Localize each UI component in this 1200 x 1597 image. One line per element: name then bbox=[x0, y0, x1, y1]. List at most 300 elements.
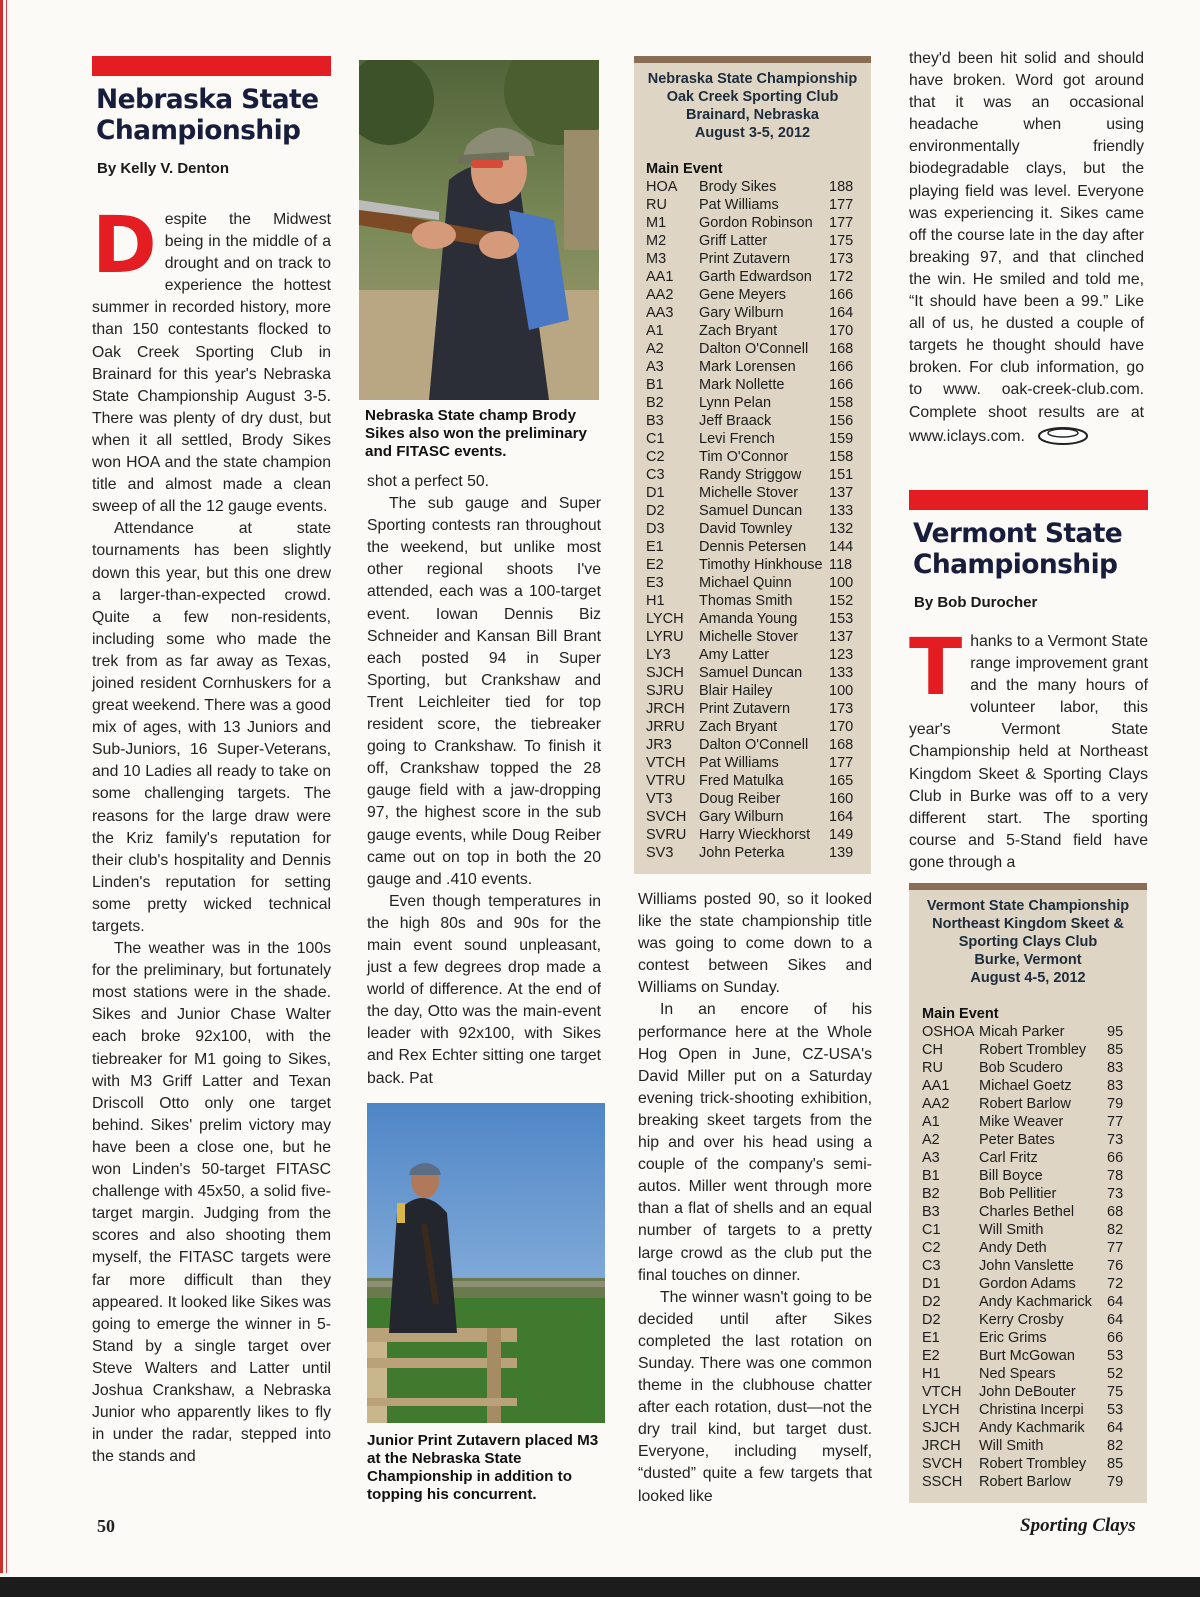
result-score: 82 bbox=[1107, 1222, 1124, 1238]
clay-target-end-icon bbox=[1037, 424, 1089, 446]
result-shooter: Amy Latter bbox=[699, 647, 770, 663]
result-row bbox=[922, 1131, 1137, 1149]
result-score: 66 bbox=[1107, 1330, 1124, 1346]
result-score: 151 bbox=[829, 467, 854, 483]
vermont-byline: By Bob Durocher bbox=[914, 594, 1038, 611]
result-score: 170 bbox=[829, 323, 854, 339]
result-row bbox=[922, 1473, 1137, 1491]
result-score: 83 bbox=[1107, 1060, 1124, 1076]
result-class: C2 bbox=[646, 449, 665, 465]
result-shooter: Zach Bryant bbox=[699, 719, 778, 735]
article-paragraph: shot a perfect 50. bbox=[367, 473, 490, 490]
result-row bbox=[646, 790, 859, 808]
result-shooter: Pat Williams bbox=[699, 755, 779, 771]
result-row bbox=[646, 286, 859, 304]
result-shooter: John Peterka bbox=[699, 845, 785, 861]
result-score: 66 bbox=[1107, 1150, 1124, 1166]
result-class: D3 bbox=[646, 521, 665, 537]
result-shooter: Thomas Smith bbox=[699, 593, 793, 609]
skeet-stand-photo-illustration bbox=[367, 1103, 605, 1423]
result-shooter: Andy Kachmarik bbox=[979, 1420, 1085, 1436]
result-score: 72 bbox=[1107, 1276, 1124, 1292]
photo1-caption: Nebraska State champ Brody Sikes also won the preliminary and FITASC events. bbox=[365, 407, 587, 460]
result-row bbox=[646, 682, 859, 700]
result-score: 100 bbox=[829, 575, 854, 591]
result-class: SVRU bbox=[646, 827, 687, 843]
result-row bbox=[646, 826, 859, 844]
result-shooter: Andy Kachmarick bbox=[979, 1294, 1092, 1310]
result-shooter: Timothy Hinkhouse bbox=[699, 557, 823, 573]
result-class: E1 bbox=[646, 539, 664, 555]
result-shooter: Carl Fritz bbox=[979, 1150, 1038, 1166]
result-class: AA2 bbox=[922, 1096, 950, 1112]
result-class: AA3 bbox=[646, 305, 674, 321]
result-class: A3 bbox=[646, 359, 664, 375]
result-score: 149 bbox=[829, 827, 854, 843]
result-row bbox=[922, 1383, 1137, 1401]
result-class: SJCH bbox=[922, 1420, 960, 1436]
result-class: B3 bbox=[922, 1204, 940, 1220]
result-row bbox=[646, 322, 859, 340]
result-shooter: Michelle Stover bbox=[699, 629, 799, 645]
vermont-paragraph: Thanks to a Vermont State range improvement grant and the many hours of volunteer labor, this year's Vermont State Championship held at Northeast Kingdom Skeet & Sporting Clays Club in Burke was off to a very different start. The sporting course and 5-Stand field have gone through a bbox=[909, 623, 1148, 871]
result-row bbox=[646, 376, 859, 394]
results-table bbox=[922, 1023, 1137, 1491]
result-row bbox=[922, 1419, 1137, 1437]
photo2-caption: Junior Print Zutavern placed M3 at the Nebraska State Championship in addition to topping his concurrent. bbox=[367, 1432, 599, 1503]
drop-cap: D bbox=[92, 201, 157, 291]
result-shooter: Gordon Adams bbox=[979, 1276, 1076, 1292]
result-row bbox=[646, 214, 859, 232]
result-score: 79 bbox=[1107, 1096, 1124, 1112]
result-shooter: Gordon Robinson bbox=[699, 215, 813, 231]
result-row bbox=[646, 304, 859, 322]
result-shooter: Charles Bethel bbox=[979, 1204, 1075, 1220]
nebraska-column-3 bbox=[638, 889, 872, 1508]
result-score: 132 bbox=[829, 521, 854, 537]
result-row bbox=[922, 1293, 1137, 1311]
result-class: A1 bbox=[922, 1114, 940, 1130]
result-row bbox=[922, 1095, 1137, 1113]
result-score: 100 bbox=[829, 683, 854, 699]
article-paragraph: they'd been hit solid and should have broken. Word got around that it was an occasional headache when using environmentally friendly biodegradable clays, but the playing field was level. Everyone was experiencing it. Sikes came off the course late in the day after breaking 97, and that clinched the win. He smiled and told me, “It should have been a 99.” Like all of us, he dusted a couple of targets he thought should have broken. For club information, go to www. oak-creek-club.com. Complete shoot results are at www.iclays.com. bbox=[909, 50, 1144, 445]
result-row bbox=[922, 1239, 1137, 1257]
nebraska-paragraph: Attendance at state tournaments has been slightly down this year, but this one drew a larger-than-expected crowd. Quite a few non-residents, including some who made the trek from as far away as Texas, joined resident Cornhuskers for a great weekend. There was a good mix of ages, with 13 Juniors and Sub-Juniors, 16 Super-Veterans, and 10 Ladies all ready to take on some challenging targets. The reasons for the large draw were the Kriz family's reputation for their club's hospitality and Dennis Linden's reputation for setting some pretty wicked technical targets. bbox=[92, 520, 331, 935]
result-shooter: Bob Pellitier bbox=[979, 1186, 1057, 1202]
result-row bbox=[922, 1185, 1137, 1203]
result-score: 79 bbox=[1107, 1474, 1124, 1490]
result-score: 173 bbox=[829, 251, 854, 267]
result-shooter: Lynn Pelan bbox=[699, 395, 772, 411]
result-score: 166 bbox=[829, 377, 854, 393]
result-score: 156 bbox=[829, 413, 854, 429]
result-score: 166 bbox=[829, 287, 854, 303]
result-row bbox=[922, 1149, 1137, 1167]
result-class: JRCH bbox=[646, 701, 685, 717]
result-class: SVCH bbox=[646, 809, 687, 825]
result-score: 64 bbox=[1107, 1420, 1124, 1436]
results-table bbox=[646, 178, 859, 862]
result-class: VTRU bbox=[646, 773, 686, 789]
result-score: 64 bbox=[1107, 1294, 1124, 1310]
result-row bbox=[922, 1329, 1137, 1347]
result-class: A1 bbox=[646, 323, 664, 339]
result-shooter: Will Smith bbox=[979, 1222, 1044, 1238]
result-class: A2 bbox=[922, 1132, 940, 1148]
result-class: C3 bbox=[646, 467, 665, 483]
result-shooter: Garth Edwardson bbox=[699, 269, 812, 285]
result-class: LY3 bbox=[646, 647, 671, 663]
result-class: C3 bbox=[922, 1258, 941, 1274]
result-class: JR3 bbox=[646, 737, 672, 753]
results-heading: Main Event bbox=[922, 1006, 999, 1022]
result-shooter: John Vanslette bbox=[979, 1258, 1074, 1274]
result-row bbox=[922, 1113, 1137, 1131]
result-score: 73 bbox=[1107, 1186, 1124, 1202]
result-class: JRRU bbox=[646, 719, 685, 735]
result-class: SJRU bbox=[646, 683, 684, 699]
result-class: LYRU bbox=[646, 629, 684, 645]
result-shooter: Brody Sikes bbox=[699, 179, 777, 195]
nebraska-article bbox=[92, 56, 331, 1468]
result-score: 144 bbox=[829, 539, 854, 555]
result-shooter: Michael Goetz bbox=[979, 1078, 1072, 1094]
result-shooter: Michael Quinn bbox=[699, 575, 792, 591]
result-shooter: Will Smith bbox=[979, 1438, 1044, 1454]
result-shooter: Robert Trombley bbox=[979, 1042, 1087, 1058]
result-score: 168 bbox=[829, 341, 854, 357]
result-shooter: Dalton O'Connell bbox=[699, 737, 809, 753]
result-shooter: Burt McGowan bbox=[979, 1348, 1075, 1364]
result-score: 177 bbox=[829, 215, 854, 231]
box-top-band bbox=[634, 56, 871, 63]
result-score: 85 bbox=[1107, 1042, 1124, 1058]
result-row bbox=[922, 1365, 1137, 1383]
result-score: 77 bbox=[1107, 1114, 1124, 1130]
result-score: 177 bbox=[829, 755, 854, 771]
result-row bbox=[646, 700, 859, 718]
article-paragraph: In an encore of his performance here at the Whole Hog Open in June, CZ-USA's David Miller put on a Saturday evening trick-shooting exhibition, breaking skeet targets from the hip and over his head using a couple of the company's semi-autos. Miller went through more than a flat of shells and an equal number of targets to a pretty large crowd as the club put the final touches on dinner. bbox=[638, 1001, 872, 1284]
article-paragraph: Williams posted 90, so it looked like the state championship title was going to come down to a contest between Sikes and Williams on Sunday. bbox=[638, 891, 872, 997]
result-score: 164 bbox=[829, 305, 854, 321]
result-shooter: Print Zutavern bbox=[699, 251, 791, 267]
result-row bbox=[646, 394, 859, 412]
result-shooter: Robert Trombley bbox=[979, 1456, 1087, 1472]
result-shooter: Kerry Crosby bbox=[979, 1312, 1064, 1328]
result-class: CH bbox=[922, 1042, 943, 1058]
result-class: SVCH bbox=[922, 1456, 963, 1472]
result-shooter: Print Zutavern bbox=[699, 701, 791, 717]
result-score: 118 bbox=[829, 557, 853, 573]
magazine-name: Sporting Clays bbox=[1020, 1515, 1136, 1536]
nebraska-paragraph: The weather was in the 100s for the preliminary, but fortunately most stations were in the shade. Sikes and Junior Chase Walter each broke 92x100, with the tiebreaker for M1 going to Sikes, with M3 Griff Latter and Texan Driscoll Otto only one target behind. Sikes' prelim victory may have been a close one, but he won Linden's 50-target FITASC challenge with 45x50, a solid five-target margin. Judging from the scores and also shooting them myself, the FITASC targets were far more difficult than they appeared. It looked like Sikes was going to emerge the winner in 5-Stand by a single target over Steve Walters and Latter until Joshua Crankshaw, a Nebraska Junior who apparently likes to fly in under the radar, stepped into the stands and bbox=[92, 940, 331, 1466]
result-class: AA2 bbox=[646, 287, 674, 303]
result-score: 137 bbox=[829, 485, 854, 501]
result-class: E1 bbox=[922, 1330, 940, 1346]
result-score: 188 bbox=[829, 179, 854, 195]
result-class: SV3 bbox=[646, 845, 674, 861]
result-class: RU bbox=[922, 1060, 943, 1076]
result-class: B2 bbox=[646, 395, 664, 411]
result-score: 95 bbox=[1107, 1024, 1124, 1040]
result-row bbox=[922, 1221, 1137, 1239]
bottom-strip bbox=[0, 1573, 1200, 1597]
result-score: 152 bbox=[829, 593, 854, 609]
article-paragraph: The winner wasn't going to be decided until after Sikes completed the last rotation on Sunday. There was one common theme in the clubhouse chatter after each rotation, dust—not the dry trail kind, but target dust. Everyone, including myself, “dusted” quite a few targets that looked like bbox=[638, 1288, 872, 1505]
drop-cap: T bbox=[909, 623, 963, 713]
result-row bbox=[646, 178, 859, 196]
results-title: Vermont State Championship Northeast Kingdom Skeet & Sporting Clays Club Burke, Vermont August 4-5, 2012 bbox=[926, 898, 1130, 986]
result-shooter: Peter Bates bbox=[979, 1132, 1055, 1148]
result-class: VT3 bbox=[646, 791, 673, 807]
article-paragraph: The sub gauge and Super Sporting contests ran throughout the weekend, but unlike most other regional shoots I've attended, each was a 100-target event. Iowan Dennis Biz Schneider and Kansan Bill Brant each posted 94 in Super Sporting, but Crankshaw and Trent Leichleiter tied for top resident score, the tiebreaker going to Crankshaw. To finish it off, Crankshaw topped the 28 gauge field with a jaw-dropping 97, the highest score in the sub gauge events, while Doug Reiber came out on top in both the 20 gauge and .410 events. bbox=[367, 495, 601, 888]
result-class: JRCH bbox=[922, 1438, 961, 1454]
result-score: 76 bbox=[1107, 1258, 1124, 1274]
section-red-bar bbox=[909, 490, 1148, 510]
nebraska-headline: Nebraska State Championship bbox=[96, 84, 319, 146]
result-row bbox=[922, 1041, 1137, 1059]
result-shooter: Tim O'Connor bbox=[699, 449, 789, 465]
result-row bbox=[922, 1275, 1137, 1293]
result-class: A3 bbox=[922, 1150, 940, 1166]
result-row bbox=[646, 646, 859, 664]
result-class: VTCH bbox=[646, 755, 686, 771]
result-class: B3 bbox=[646, 413, 664, 429]
result-row bbox=[646, 538, 859, 556]
result-score: 139 bbox=[829, 845, 854, 861]
result-shooter: Blair Hailey bbox=[699, 683, 773, 699]
result-row bbox=[646, 196, 859, 214]
result-class: LYCH bbox=[646, 611, 684, 627]
nebraska-column-4 bbox=[909, 48, 1144, 448]
result-class: AA1 bbox=[646, 269, 674, 285]
result-row bbox=[646, 736, 859, 754]
result-row bbox=[922, 1059, 1137, 1077]
result-score: 159 bbox=[829, 431, 854, 447]
result-class: E2 bbox=[922, 1348, 940, 1364]
result-row bbox=[646, 340, 859, 358]
photo-print-zutavern bbox=[367, 1103, 605, 1423]
result-score: 165 bbox=[829, 773, 854, 789]
result-score: 166 bbox=[829, 359, 854, 375]
result-row bbox=[922, 1437, 1137, 1455]
result-row bbox=[646, 556, 859, 574]
result-class: D2 bbox=[922, 1312, 941, 1328]
box-top-band bbox=[909, 883, 1147, 890]
article-paragraph: Even though temperatures in the high 80s and 90s for the main event sound unpleasant, just a few degrees drop made a world of difference. At the end of the day, Otto was the main-event leader with 92x100, with Sikes and Rex Echter sitting one target back. Pat bbox=[367, 892, 601, 1087]
result-score: 78 bbox=[1107, 1168, 1124, 1184]
result-class: OSHOA bbox=[922, 1024, 975, 1040]
result-row bbox=[646, 754, 859, 772]
result-class: M2 bbox=[646, 233, 667, 249]
result-class: M3 bbox=[646, 251, 667, 267]
vermont-headline: Vermont State Championship bbox=[913, 518, 1123, 580]
result-class: H1 bbox=[922, 1366, 941, 1382]
results-heading: Main Event bbox=[646, 161, 723, 177]
result-row bbox=[646, 358, 859, 376]
result-score: 153 bbox=[829, 611, 854, 627]
result-shooter: Zach Bryant bbox=[699, 323, 778, 339]
result-row bbox=[646, 772, 859, 790]
result-score: 53 bbox=[1107, 1348, 1124, 1364]
result-row bbox=[646, 268, 859, 286]
result-score: 173 bbox=[829, 701, 854, 717]
result-shooter: Fred Matulka bbox=[699, 773, 784, 789]
result-shooter: Micah Parker bbox=[979, 1024, 1065, 1040]
result-row bbox=[646, 232, 859, 250]
result-row bbox=[646, 718, 859, 736]
result-shooter: Dennis Petersen bbox=[699, 539, 807, 555]
result-shooter: Gary Wilburn bbox=[699, 305, 784, 321]
nebraska-byline: By Kelly V. Denton bbox=[97, 160, 229, 177]
results-title: Nebraska State Championship Oak Creek Sporting Club Brainard, Nebraska August 3-5, 2012 bbox=[647, 71, 858, 141]
result-score: 82 bbox=[1107, 1438, 1124, 1454]
result-score: 133 bbox=[829, 503, 854, 519]
result-class: SSCH bbox=[922, 1474, 963, 1490]
result-score: 68 bbox=[1107, 1204, 1124, 1220]
result-shooter: Mark Lorensen bbox=[699, 359, 796, 375]
result-class: HOA bbox=[646, 179, 678, 195]
result-shooter: Pat Williams bbox=[699, 197, 779, 213]
result-shooter: Bob Scudero bbox=[979, 1060, 1063, 1076]
result-score: 83 bbox=[1107, 1078, 1124, 1094]
result-row bbox=[646, 610, 859, 628]
result-shooter: Michelle Stover bbox=[699, 485, 799, 501]
result-class: C1 bbox=[646, 431, 665, 447]
result-shooter: Eric Grims bbox=[979, 1330, 1047, 1346]
nebraska-paragraph: Despite the Midwest being in the middle of a drought and on track to experience the hottest summer in recorded history, more than 150 contestants flocked to Oak Creek Sporting Club in Brainard for this year's Nebraska State Championship August 3-5. There was plenty of dry dust, but when it all settled, Brody Sikes won HOA and the state champion title and almost made a clean sweep of all the 12 gauge events. bbox=[92, 201, 331, 516]
result-class: D1 bbox=[922, 1276, 941, 1292]
result-shooter: Gary Wilburn bbox=[699, 809, 784, 825]
result-row bbox=[646, 574, 859, 592]
result-class: LYCH bbox=[922, 1402, 960, 1418]
result-score: 158 bbox=[829, 449, 854, 465]
result-row bbox=[922, 1167, 1137, 1185]
result-shooter: Levi French bbox=[699, 431, 775, 447]
result-row bbox=[646, 592, 859, 610]
result-row bbox=[646, 664, 859, 682]
result-class: D2 bbox=[922, 1294, 941, 1310]
result-score: 170 bbox=[829, 719, 854, 735]
result-class: D2 bbox=[646, 503, 665, 519]
result-class: B2 bbox=[922, 1186, 940, 1202]
result-row bbox=[922, 1203, 1137, 1221]
result-class: VTCH bbox=[922, 1384, 962, 1400]
result-row bbox=[646, 520, 859, 538]
result-shooter: Bill Boyce bbox=[979, 1168, 1043, 1184]
result-shooter: Mike Weaver bbox=[979, 1114, 1064, 1130]
result-class: A2 bbox=[646, 341, 664, 357]
nebraska-column-2 bbox=[367, 471, 601, 1090]
result-shooter: Mark Nollette bbox=[699, 377, 785, 393]
result-score: 172 bbox=[829, 269, 854, 285]
result-class: B1 bbox=[922, 1168, 940, 1184]
result-score: 53 bbox=[1107, 1402, 1124, 1418]
result-shooter: Robert Barlow bbox=[979, 1474, 1071, 1490]
result-class: M1 bbox=[646, 215, 667, 231]
result-row bbox=[922, 1257, 1137, 1275]
result-score: 73 bbox=[1107, 1132, 1124, 1148]
result-row bbox=[646, 628, 859, 646]
result-class: C1 bbox=[922, 1222, 941, 1238]
result-score: 52 bbox=[1107, 1366, 1124, 1382]
result-shooter: Griff Latter bbox=[699, 233, 768, 249]
result-shooter: Gene Meyers bbox=[699, 287, 787, 303]
result-class: C2 bbox=[922, 1240, 941, 1256]
result-score: 175 bbox=[829, 233, 854, 249]
page-number: 50 bbox=[97, 1516, 115, 1536]
result-score: 137 bbox=[829, 629, 854, 645]
result-row bbox=[646, 250, 859, 268]
result-shooter: Amanda Young bbox=[699, 611, 798, 627]
result-shooter: John DeBouter bbox=[979, 1384, 1076, 1400]
result-row bbox=[646, 412, 859, 430]
vermont-article bbox=[909, 490, 1148, 874]
result-class: AA1 bbox=[922, 1078, 950, 1094]
page-edge bbox=[0, 0, 22, 1597]
result-score: 85 bbox=[1107, 1456, 1124, 1472]
result-shooter: Samuel Duncan bbox=[699, 665, 803, 681]
result-shooter: Samuel Duncan bbox=[699, 503, 803, 519]
result-shooter: Jeff Braack bbox=[699, 413, 772, 429]
result-shooter: Robert Barlow bbox=[979, 1096, 1071, 1112]
result-shooter: Christina Incerpi bbox=[979, 1402, 1084, 1418]
result-row bbox=[646, 448, 859, 466]
result-row bbox=[646, 466, 859, 484]
result-score: 123 bbox=[829, 647, 854, 663]
result-class: B1 bbox=[646, 377, 664, 393]
photo-brody-sikes bbox=[359, 60, 599, 400]
result-class: RU bbox=[646, 197, 667, 213]
result-score: 160 bbox=[829, 791, 854, 807]
result-row bbox=[646, 808, 859, 826]
result-class: E2 bbox=[646, 557, 664, 573]
result-score: 77 bbox=[1107, 1240, 1124, 1256]
result-class: E3 bbox=[646, 575, 664, 591]
result-shooter: David Townley bbox=[699, 521, 793, 537]
result-row bbox=[646, 844, 859, 862]
result-score: 164 bbox=[829, 809, 854, 825]
result-class: SJCH bbox=[646, 665, 684, 681]
result-shooter: Dalton O'Connell bbox=[699, 341, 809, 357]
result-score: 64 bbox=[1107, 1312, 1124, 1328]
result-row bbox=[646, 484, 859, 502]
result-class: H1 bbox=[646, 593, 665, 609]
result-score: 75 bbox=[1107, 1384, 1124, 1400]
result-score: 177 bbox=[829, 197, 854, 213]
shooter-photo-illustration bbox=[359, 60, 599, 400]
result-row bbox=[646, 502, 859, 520]
result-shooter: Harry Wieckhorst bbox=[699, 827, 811, 843]
result-class: D1 bbox=[646, 485, 665, 501]
result-shooter: Andy Deth bbox=[979, 1240, 1047, 1256]
result-row bbox=[646, 430, 859, 448]
result-row bbox=[922, 1077, 1137, 1095]
nebraska-results-box bbox=[634, 56, 871, 874]
result-shooter: Ned Spears bbox=[979, 1366, 1056, 1382]
result-shooter: Randy Striggow bbox=[699, 467, 802, 483]
result-row bbox=[922, 1455, 1137, 1473]
result-row bbox=[922, 1023, 1137, 1041]
result-row bbox=[922, 1401, 1137, 1419]
vermont-results-box bbox=[909, 883, 1147, 1503]
result-row bbox=[922, 1347, 1137, 1365]
result-shooter: Doug Reiber bbox=[699, 791, 781, 807]
result-score: 133 bbox=[829, 665, 854, 681]
result-score: 158 bbox=[829, 395, 854, 411]
result-score: 168 bbox=[829, 737, 854, 753]
result-row bbox=[922, 1311, 1137, 1329]
